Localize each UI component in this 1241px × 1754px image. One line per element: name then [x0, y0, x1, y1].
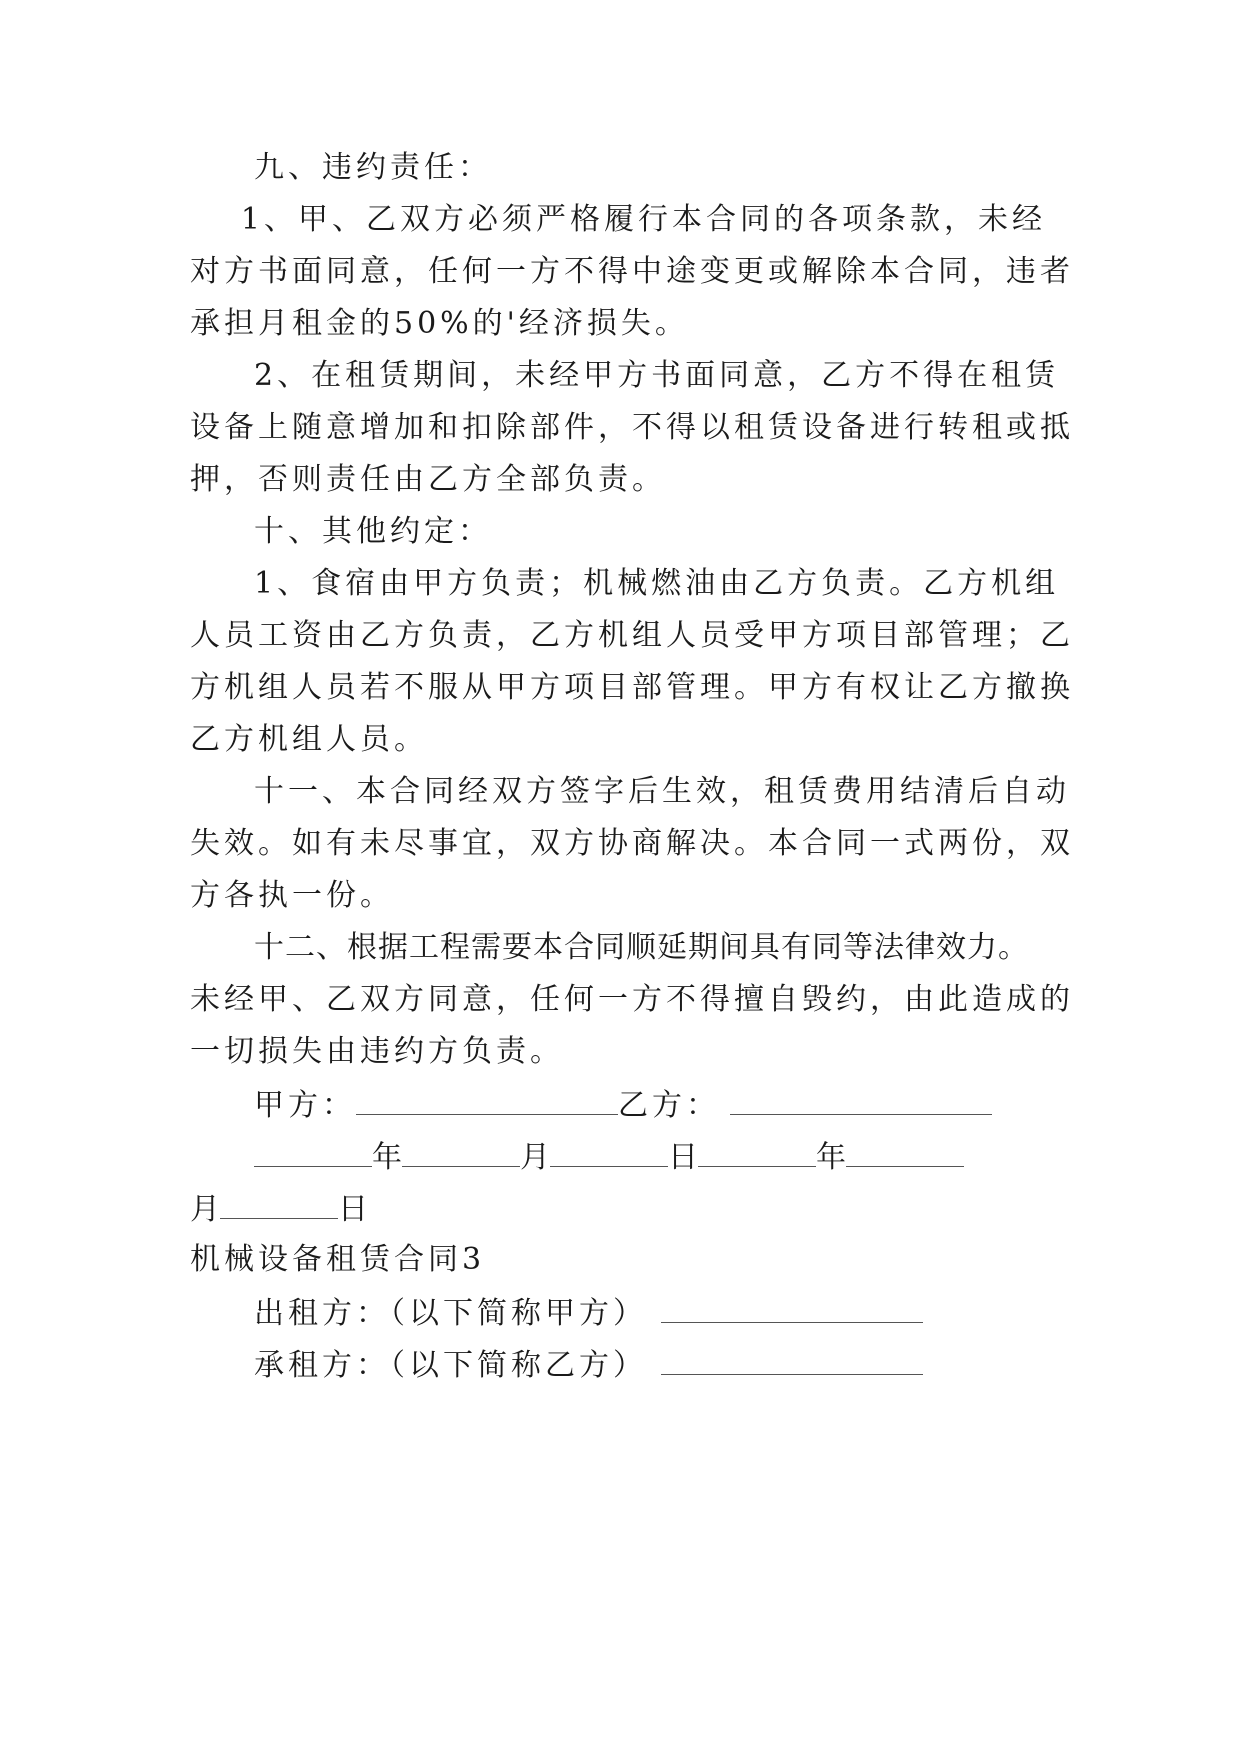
day-label: 日 [668, 1140, 698, 1175]
section-heading: 九、违约责任： [254, 150, 492, 185]
party-b-label: 乙方： [618, 1088, 720, 1123]
year-label-b: 年 [816, 1140, 846, 1175]
paragraph-line: 一切损失由违约方负责。 [190, 1034, 564, 1069]
paragraph-line: 方各执一份。 [190, 878, 394, 913]
month-label: 月 [520, 1140, 550, 1175]
lessee-row [254, 1344, 923, 1386]
year-label: 年 [372, 1140, 402, 1175]
lessee-label: 承租方：（以下简称乙方） [254, 1348, 647, 1383]
paragraph-line: 设备上随意增加和扣除部件，不得以租赁设备进行转租或抵 [190, 410, 1074, 445]
contract-title: 机械设备租赁合同3 [190, 1242, 486, 1277]
paragraph-line [190, 200, 1046, 240]
month-blank-b-start[interactable] [846, 1136, 964, 1167]
paragraph-line: 承担月租金的50%的'经济损失。 [190, 306, 689, 341]
party-a-label: 甲方： [254, 1088, 356, 1123]
paragraph-line: 押，否则责任由乙方全部负责。 [190, 462, 666, 497]
paragraph-line: 对方书面同意，任何一方不得中途变更或解除本合同，违者 [190, 254, 1074, 289]
day-label-b: 日 [338, 1192, 368, 1227]
year-blank[interactable] [254, 1136, 372, 1167]
paragraph-line: 2、在租赁期间，未经甲方书面同意，乙方不得在租赁 [254, 358, 1060, 393]
day-blank-b[interactable] [220, 1188, 338, 1219]
party-b-signature-blank[interactable] [730, 1084, 992, 1115]
paragraph-line: 十一、本合同经双方签字后生效，租赁费用结清后自动 [254, 774, 1070, 809]
text: 1、甲、乙双方必须严格履行本合同的各项条款，未经 [240, 202, 1046, 237]
month-label-b: 月 [190, 1192, 220, 1227]
section-heading: 十、其他约定： [254, 514, 492, 549]
indent [190, 200, 241, 240]
date-row [254, 1136, 964, 1178]
year-blank-b[interactable] [698, 1136, 816, 1167]
paragraph-line: 未经甲、乙双方同意，任何一方不得擅自毁约，由此造成的 [190, 982, 1074, 1017]
day-blank[interactable] [550, 1136, 668, 1167]
lessor-blank[interactable] [661, 1292, 923, 1323]
paragraph-line: 十二、根据工程需要本合同顺延期间具有同等法律效力。 [254, 930, 1029, 965]
lessor-row [254, 1292, 923, 1334]
signature-row [254, 1084, 992, 1126]
paragraph-line: 失效。如有未尽事宜，双方协商解决。本合同一式两份，双 [190, 826, 1074, 861]
paragraph-line: 人员工资由乙方负责，乙方机组人员受甲方项目部管理；乙 [190, 618, 1074, 653]
party-a-signature-blank[interactable] [356, 1084, 618, 1115]
month-blank[interactable] [402, 1136, 520, 1167]
lessor-label: 出租方：（以下简称甲方） [254, 1296, 647, 1331]
date-row-continued [190, 1188, 368, 1230]
paragraph-line: 1、食宿由甲方负责；机械燃油由乙方负责。乙方机组 [254, 566, 1060, 601]
paragraph-line: 乙方机组人员。 [190, 722, 428, 757]
lessee-blank[interactable] [661, 1344, 923, 1375]
paragraph-line: 方机组人员若不服从甲方项目部管理。甲方有权让乙方撤换 [190, 670, 1074, 705]
